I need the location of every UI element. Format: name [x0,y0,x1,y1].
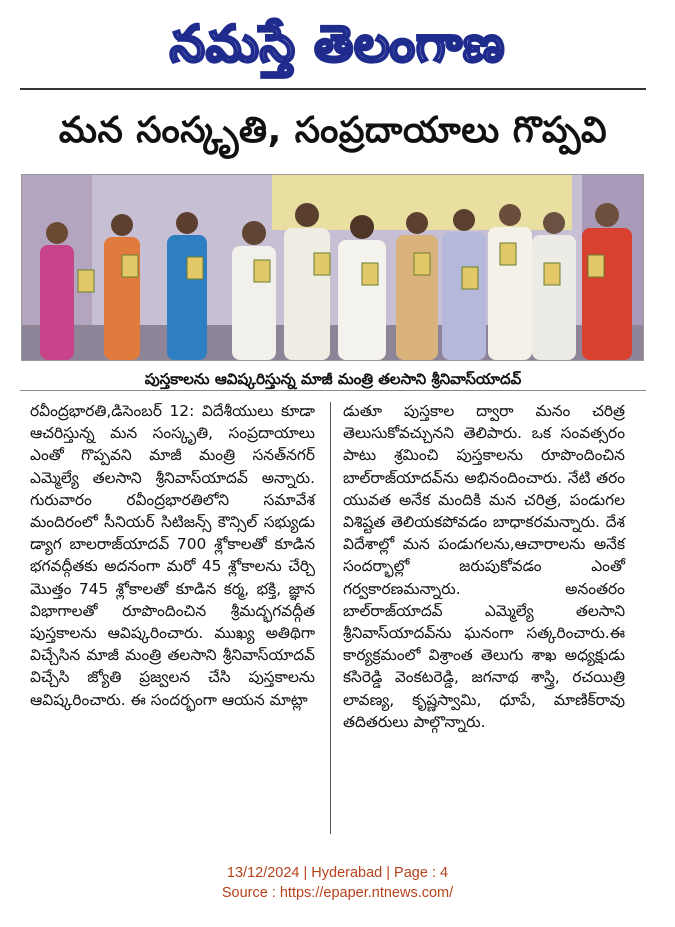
article-text-left: రవీంద్రభారతి,డిసెంబర్ 12: విదేశీయులు కూడా ఆచరిస్తున్న మన సంస్కృతి, సంప్రదాయాలు ఎంతో గొప్పవని మాజీ మంత్రి సనత్‌నగర్ ఎమ్మెల్యే తలసాని శ్రీనివాస్‌యాదవ్ అన్నారు. గురువారం రవీంద్రభారతిలోని సమావేశ మందిరంలో సీనియర్ సిటిజన్స్ కౌన్సిల్ సభ్యుడు డ్యాగ బాలరాజ్‌యాదవ్ 700 శ్లోకాలతో కూడిన భగవద్గీతకు అదనంగా మరో 45 శ్లోకాలను చేర్చి మొత్తం 745 శ్లోకాలతో కూడిన కర్మ, భక్తి, జ్ఞాన విభాగాలతో రూపొందించిన శ్రీమద్భగవద్గీత పుస్తకాలను ఆవిష్కరించారు. ముఖ్య అతిథిగా విచ్చేసిన మాజీ మంత్రి తలసాని శ్రీనివాస్‌యాదవ్ విచ్చేసి జ్యోతి ప్రజ్వలన చేసి పుస్తకాలను ఆవిష్కరించారు. ఈ సందర్భంగా ఆయన మాట్లా [30,402,315,709]
footer-date-page: 13/12/2024 | Hyderabad | Page : 4 [226,865,449,881]
article-text-right: డుతూ పుస్తకాల ద్వారా మనం చరిత్ర తెలుసుకోవచ్చునని తెలిపారు. ఒక సంవత్సరం పాటు శ్రమించి పుస్తకాలను రూపొందించిన బాల్‌రాజ్‌యాదవ్‌ను అభినందించారు. నేటి తరం యువత అనేక మందికి మన చరిత్ర, పండుగల విశిష్టత తెలియకపోవడం బాధాకరమన్నారు. దేశ విదేశాల్లో మన పండుగలను,ఆచారాలను అనేక సందర్భాల్లో జరుపుకోవడం ఎంతో గర్వకారణమన్నారు. అనంతరం బాల్‌రాజ్‌యాదవ్ ఎమ్మెల్యే తలసాని శ్రీనివాస్‌యాదవ్‌ను ఘనంగా సత్కరించారు.ఈ కార్యక్రమంలో విశ్రాంత తెలుగు శాఖ అధ్యక్షుడు కసిరెడ్డి వెంకటరెడ్డి, జగనాథ శాస్త్రి, రచయిత్రి లావణ్య, కృష్ణస్వామి, ధూపే, మాణిక్‌రావు తదితరులు పాల్గొన్నారు. [343,402,625,731]
masthead-logo: నమస్తే తెలంగాణ [169,15,506,73]
article-photo [21,174,644,361]
photo-caption: పుస్తకాలను ఆవిష్కరిస్తున్న మాజీ మంత్రి తలసాని శ్రీనివాస్‌యాదవ్ [20,368,646,391]
article-column-left [30,400,325,711]
column-divider [330,402,331,834]
masthead-divider [20,88,646,90]
article-column-right [343,400,625,733]
footer-source: Source : https://epaper.ntnews.com/ [221,885,454,901]
article-headline: మన సంస్కృతి, సంప్రదాయాలు గొప్పవి [58,110,608,151]
